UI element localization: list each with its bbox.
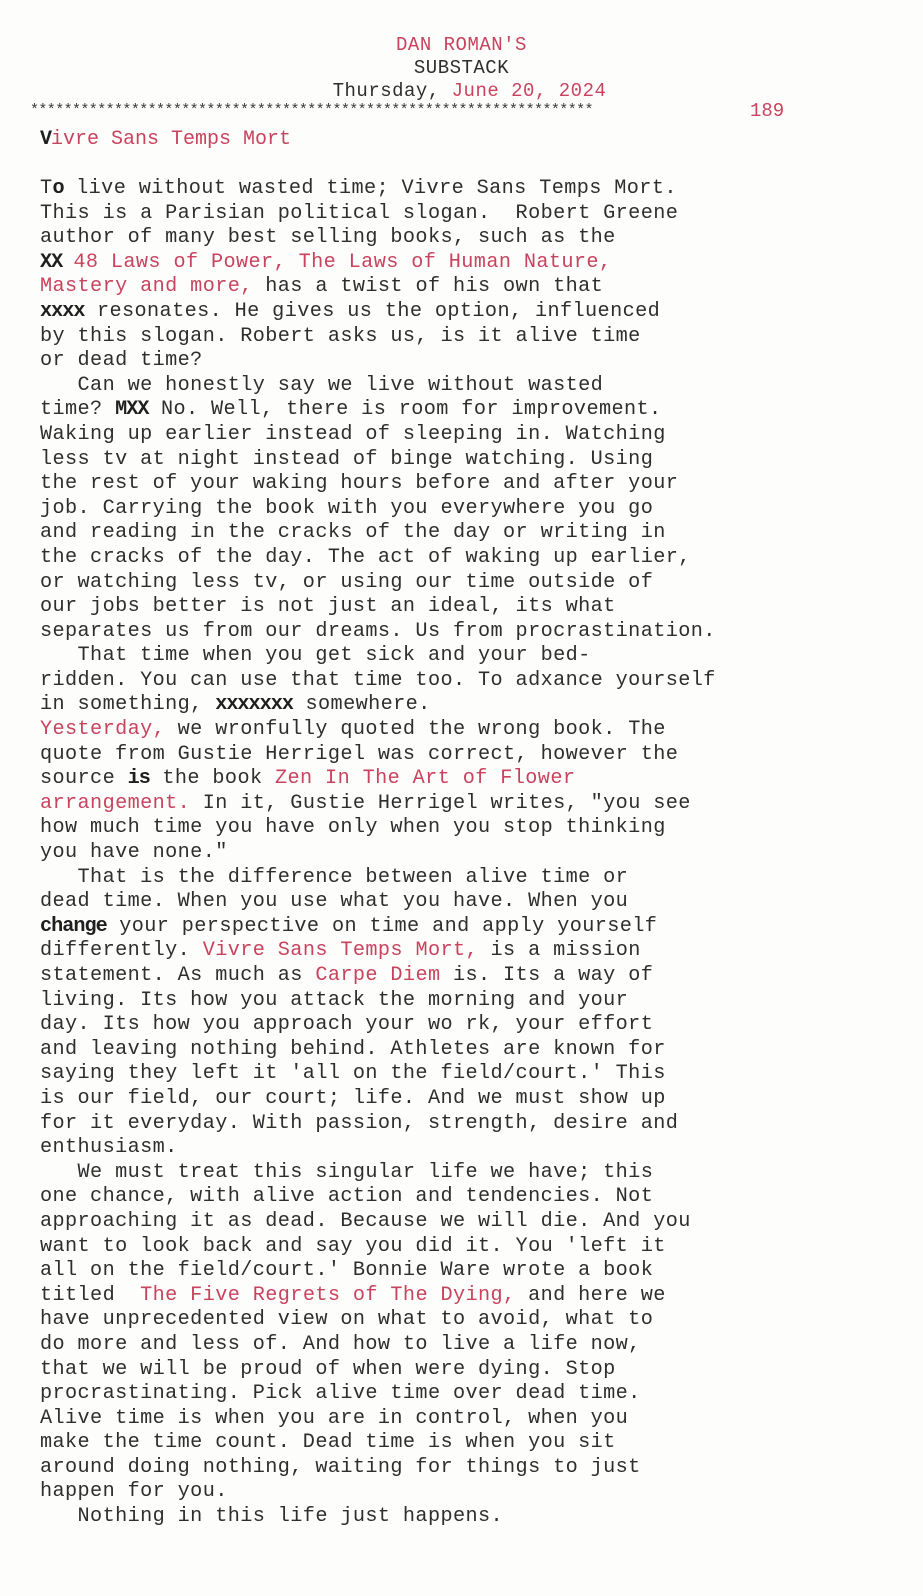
body-line <box>40 792 900 817</box>
text-run: all on the field/court.' Bonnie Ware wrote a book <box>40 1259 654 1283</box>
text-run: is our field, our court; life. And we must show up <box>40 1086 666 1110</box>
text-run: Vivre Sans Temps Mort, <box>202 939 479 963</box>
body-line <box>40 448 900 473</box>
text-run: Carpe Diem <box>315 964 441 987</box>
body-line <box>40 718 900 743</box>
text-run: live without wasted time; Vivre Sans Temps Mort. <box>63 177 677 200</box>
body-line <box>40 841 900 866</box>
text-run: T <box>40 177 53 200</box>
text-run: Waking up earlier instead of sleeping in. Watching <box>40 422 666 446</box>
text-run: titled <box>40 1283 141 1307</box>
text-run: time? <box>40 398 116 422</box>
body-line <box>40 1259 900 1284</box>
text-run: xxxx <box>40 299 85 323</box>
text-run: want to look back and say you did it. You 'left it <box>40 1234 666 1258</box>
text-run: the rest of your waking hours before and after your <box>40 472 679 496</box>
title-text: ivre Sans Temps Mort <box>51 128 292 151</box>
text-run: saying they left it 'all on the field/court.' This <box>40 1062 666 1086</box>
text-run: or watching less tv, or using our time outside of <box>40 570 654 594</box>
body-line <box>40 1308 900 1333</box>
body-line <box>40 1185 900 1210</box>
body-line <box>40 816 900 841</box>
text-run: and here we <box>515 1283 666 1307</box>
body-line <box>40 177 900 202</box>
title-overstrike: V <box>40 128 52 151</box>
text-run: your perspective on time and apply yourself <box>106 914 658 938</box>
body-line <box>40 915 900 940</box>
body-line <box>40 497 900 522</box>
text-run: around doing nothing, waiting for things to just <box>40 1455 641 1479</box>
text-run: Zen In The Art of Flower <box>275 767 576 791</box>
body-line <box>40 939 900 964</box>
text-run: Nothing in this life just happens. <box>40 1505 504 1529</box>
text-run: how much time you have only when you stop thinking <box>40 816 666 840</box>
text-run: one chance, with alive action and tendencies. Not <box>40 1185 654 1209</box>
body-line <box>40 1013 900 1038</box>
body-line <box>40 1480 900 1505</box>
text-run: source <box>40 767 128 791</box>
text-run: is a mission <box>478 939 641 963</box>
author-line: DAN ROMAN'S <box>396 34 527 56</box>
text-run: That is the difference between alive time or <box>40 865 629 889</box>
text-run: the cracks of the day. The act of waking up earlier, <box>40 545 691 569</box>
body-line <box>40 1333 900 1358</box>
body-line <box>40 1284 900 1309</box>
body-line <box>40 1087 900 1112</box>
body-line <box>40 521 900 546</box>
text-run: change <box>40 914 107 938</box>
date-line <box>8 80 923 102</box>
text-run: o <box>52 177 64 200</box>
body-line <box>40 251 900 276</box>
text-run: job. Carrying the book with you everywhere you go <box>40 496 654 520</box>
body-line <box>40 1136 900 1161</box>
text-run: is. Its a way of <box>440 964 654 987</box>
text-run: separates us from our dreams. Us from procrastination. <box>40 619 716 643</box>
text-run: We must treat this singular life we have; this <box>40 1160 654 1184</box>
body-line <box>40 202 900 227</box>
text-run: that we will be proud of when were dying. Stop <box>40 1357 616 1381</box>
asterisk-rule: ******************************************************************* <box>30 102 593 119</box>
text-run: quote from Gustie Herrigel was correct, however the <box>40 742 679 766</box>
text-run: No. Well, there is room for improvement. <box>148 398 662 422</box>
body-line <box>40 1112 900 1137</box>
body-line <box>40 398 900 423</box>
text-run: happen for you. <box>40 1480 228 1504</box>
body-line <box>40 349 900 374</box>
body-line <box>40 546 900 571</box>
text-run: the book <box>149 767 275 791</box>
text-run: procrastinating. Pick alive time over dead time. <box>40 1382 641 1406</box>
text-run: less tv at night instead of binge watching. Using <box>40 447 654 471</box>
body-line <box>40 890 900 915</box>
text-run: xxxxxxx <box>215 693 294 717</box>
body-line <box>40 1382 900 1407</box>
text-run: we wronfully quoted the wrong book. The <box>165 718 666 742</box>
body-line <box>40 1456 900 1481</box>
text-run: statement. As much as <box>40 964 316 987</box>
body-line <box>40 1505 900 1530</box>
text-run: That time when you get sick and your bed- <box>40 644 591 668</box>
text-run: enthusiasm. <box>40 1136 178 1160</box>
text-run: has a twist of his own that <box>252 275 604 299</box>
text-run: Yesterday, <box>40 718 166 742</box>
text-run: The Five Regrets of The Dying, <box>140 1283 516 1307</box>
text-run: 48 Laws of Power, The Laws of Human Nature, <box>73 250 612 274</box>
body-line <box>40 472 900 497</box>
text-run: or dead time? <box>40 349 203 373</box>
text-run: in something, <box>40 693 216 717</box>
body-line <box>40 571 900 596</box>
body-line <box>40 300 900 325</box>
publication-line: SUBSTACK <box>413 57 510 79</box>
text-run: have unprecedented view on what to avoid, what to <box>40 1308 654 1332</box>
text-run: MXX <box>115 398 149 422</box>
body-line <box>40 1210 900 1235</box>
text-run: XX <box>40 250 74 274</box>
date-month: June <box>451 80 500 102</box>
text-run: approaching it as dead. Because we will die. And you <box>40 1209 691 1233</box>
text-run: and reading in the cracks of the day or writing in <box>40 521 666 545</box>
body-line <box>40 693 900 718</box>
body-line <box>40 1358 900 1383</box>
body-line <box>40 1161 900 1186</box>
body-line <box>40 374 900 399</box>
body-line <box>40 1038 900 1063</box>
text-run: author of many best selling books, such as the <box>40 226 616 250</box>
text-run: for it everyday. With passion, strength, desire and <box>40 1111 679 1135</box>
text-run: make the time count. Dead time is when you sit <box>40 1431 616 1455</box>
text-run: and leaving nothing behind. Athletes are known for <box>40 1037 666 1061</box>
body-line <box>40 595 900 620</box>
body-line <box>40 989 900 1014</box>
text-run: by this slogan. Robert asks us, is it alive time <box>40 324 641 348</box>
body-line <box>40 226 900 251</box>
text-run: ridden. You can use that time too. To adxance yourself <box>40 668 716 692</box>
text-run: day. Its how you approach your wo rk, your effort <box>40 1013 654 1037</box>
body-line <box>40 669 900 694</box>
text-run: our jobs better is not just an ideal, its what <box>40 595 616 619</box>
text-run: do more and less of. And how to live a life now, <box>40 1332 641 1356</box>
body-line <box>40 1235 900 1260</box>
text-run: living. Its how you attack the morning and your <box>40 988 629 1012</box>
article-title <box>40 128 291 152</box>
text-run: This is a Parisian political slogan. Robert Greene <box>40 201 679 225</box>
text-run: differently. <box>40 939 203 963</box>
date-weekday: Thursday, <box>332 80 452 102</box>
body-line <box>40 767 900 792</box>
text-run: arrangement. <box>40 791 191 815</box>
date-day-year: 20, 2024 <box>499 80 607 102</box>
body-line <box>40 620 900 645</box>
body-line <box>40 743 900 768</box>
text-run: In it, Gustie Herrigel writes, "you see <box>190 791 691 815</box>
body-line <box>40 644 900 669</box>
issue-number: 189 <box>750 100 785 122</box>
body-line <box>40 325 900 350</box>
article-body <box>40 177 900 1530</box>
body-line <box>40 1431 900 1456</box>
text-run: resonates. He gives us the option, influenced <box>84 299 661 323</box>
text-run: Mastery and more, <box>40 275 253 299</box>
body-line <box>40 1062 900 1087</box>
text-run: dead time. When you use what you have. When you <box>40 890 629 914</box>
text-run: Can we honestly say we live without wasted <box>40 373 604 397</box>
body-line <box>40 423 900 448</box>
body-line <box>40 964 900 989</box>
text-run: you have none." <box>40 841 228 865</box>
text-run: is <box>127 767 150 791</box>
text-run: somewhere. <box>293 693 431 717</box>
body-line <box>40 866 900 891</box>
text-run: Alive time is when you are in control, when you <box>40 1406 629 1430</box>
body-line <box>40 1407 900 1432</box>
body-line <box>40 275 900 300</box>
